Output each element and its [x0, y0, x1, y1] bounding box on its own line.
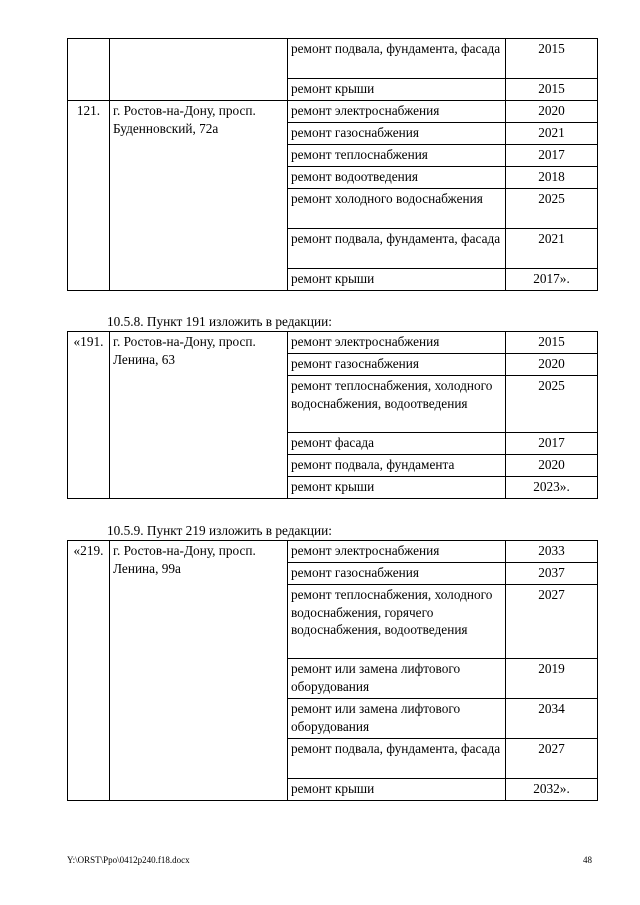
- year-cell: 2034: [506, 699, 598, 739]
- address-cell: г. Ростов-на-Дону, просп. Ленина, 99а: [110, 541, 288, 801]
- work-cell: ремонт фасада: [288, 433, 506, 455]
- work-cell: ремонт теплоснабжения, холодного водоснабжения, горячего водоснабжения, водоотведения: [288, 585, 506, 659]
- address-cell: г. Ростов-на-Дону, просп. Буденновский, 72а: [110, 101, 288, 291]
- work-cell: ремонт подвала, фундамента, фасада: [288, 39, 506, 79]
- work-cell: ремонт подвала, фундамента, фасада: [288, 229, 506, 269]
- work-cell: ремонт холодного водоснабжения: [288, 189, 506, 229]
- year-cell: 2015: [506, 332, 598, 354]
- address-cell: [110, 39, 288, 101]
- work-cell: ремонт электроснабжения: [288, 332, 506, 354]
- address-cell: г. Ростов-на-Дону, просп. Ленина, 63: [110, 332, 288, 499]
- year-cell: 2027: [506, 585, 598, 659]
- work-cell: ремонт газоснабжения: [288, 354, 506, 376]
- work-cell: ремонт электроснабжения: [288, 101, 506, 123]
- work-cell: ремонт крыши: [288, 477, 506, 499]
- work-cell: ремонт подвала, фундамента: [288, 455, 506, 477]
- table-item-120-121: [67, 38, 598, 291]
- work-cell: ремонт или замена лифтового оборудования: [288, 659, 506, 699]
- year-cell: 2020: [506, 455, 598, 477]
- year-cell: 2025: [506, 189, 598, 229]
- table-item-191: [67, 331, 598, 499]
- work-cell: ремонт крыши: [288, 779, 506, 801]
- year-cell: 2021: [506, 229, 598, 269]
- amendment-paragraph-191: 10.5.8. Пункт 191 изложить в редакции:: [107, 314, 332, 329]
- footer-file-path: Y:\ORST\Ppo\0412p240.f18.docx: [67, 855, 190, 865]
- year-cell: 2015: [506, 79, 598, 101]
- year-cell: 2015: [506, 39, 598, 79]
- work-cell: ремонт или замена лифтового оборудования: [288, 699, 506, 739]
- year-cell: 2025: [506, 376, 598, 433]
- work-cell: ремонт газоснабжения: [288, 123, 506, 145]
- item-number-cell: [68, 39, 110, 101]
- amendment-paragraph-219: 10.5.9. Пункт 219 изложить в редакции:: [107, 523, 332, 538]
- work-cell: ремонт теплоснабжения: [288, 145, 506, 167]
- work-cell: ремонт водоотведения: [288, 167, 506, 189]
- work-cell: ремонт крыши: [288, 269, 506, 291]
- item-number-cell: «219.: [68, 541, 110, 801]
- year-cell: 2018: [506, 167, 598, 189]
- year-cell: 2021: [506, 123, 598, 145]
- year-cell: 2017».: [506, 269, 598, 291]
- year-cell: 2017: [506, 433, 598, 455]
- work-cell: ремонт подвала, фундамента, фасада: [288, 739, 506, 779]
- item-number-cell: «191.: [68, 332, 110, 499]
- year-cell: 2020: [506, 101, 598, 123]
- work-cell: ремонт газоснабжения: [288, 563, 506, 585]
- item-number-cell: 121.: [68, 101, 110, 291]
- year-cell: 2027: [506, 739, 598, 779]
- year-cell: 2020: [506, 354, 598, 376]
- table-item-219: [67, 540, 598, 801]
- year-cell: 2032».: [506, 779, 598, 801]
- year-cell: 2019: [506, 659, 598, 699]
- year-cell: 2023».: [506, 477, 598, 499]
- year-cell: 2017: [506, 145, 598, 167]
- year-cell: 2033: [506, 541, 598, 563]
- work-cell: ремонт крыши: [288, 79, 506, 101]
- year-cell: 2037: [506, 563, 598, 585]
- work-cell: ремонт теплоснабжения, холодного водоснабжения, водоотведения: [288, 376, 506, 433]
- work-cell: ремонт электроснабжения: [288, 541, 506, 563]
- footer-page-number: 48: [583, 855, 592, 865]
